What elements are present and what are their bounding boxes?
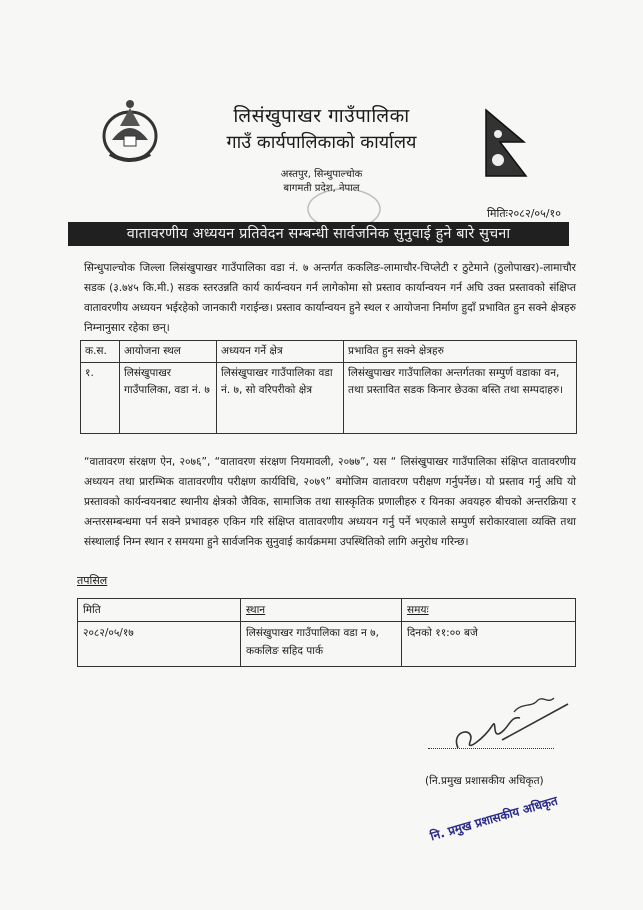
col-project-site: आयोजना स्थल	[120, 341, 217, 363]
table-header-row	[81, 341, 577, 363]
officer-stamp	[418, 793, 568, 866]
address-line-1: अस्तपुर, सिन्धुपाल्चोक	[280, 169, 363, 180]
table-row	[78, 622, 576, 667]
body-paragraph: “वातावरण संरक्षण ऐन, २०७६”, “वातावरण संरक्षण नियमावली, २०७७”, यस “ लिसंखुपाखर गाउँपालिका संक्षिप्त वातावरणीय अध्ययन तथा प्रारम्भिक वातावरणीय परीक्षण कार्यविधि, २०७९” बमोजिम वातावरण परीक्षण गर्नुपर्नेछ। यो प्रस्ताव गर्नु अघि यो प्रस्तावको कार्यन्वयनबाट स्थानीय क्षेत्रको जैविक, सामाजिक तथा सास्कृतिक प्रणालीहरु र यिनका अवयहरु बीचको अन्तरक्रिया र अन्तरसम्बन्धमा पर्न सक्ने प्रभावहरु एकिन गरि संक्षिप्त वातावरणीय अध्ययन गर्नु पर्ने भएकाले सम्पुर्ण सरोकारवाला व्यक्ति तथा संस्थालाई निम्न स्थान र समयमा हुने सार्वजनिक सुनुवाई कार्यक्रममा उपस्थितिको लागि अनुरोध गरिन्छ।	[84, 456, 576, 548]
cell-project-site: लिसंखुपाखर गाउँपालिका, वडा नं. ७	[120, 363, 217, 434]
hearing-schedule-table	[77, 598, 576, 667]
cell-time: दिनको ११:०० बजे	[402, 622, 576, 667]
col-affected-areas: प्रभावित हुन सक्ने क्षेत्रहरु	[344, 341, 577, 363]
col-serial: क.स.	[81, 341, 120, 363]
table-header-row	[78, 599, 576, 622]
signature-line	[428, 748, 554, 749]
notice-title-banner: वातावरणीय अध्ययन प्रतिवेदन सम्बन्धी सार्वजनिक सुनुवाई हुने बारे सुचना	[68, 222, 569, 246]
nepal-flag-icon	[484, 108, 530, 178]
cell-venue: लिसंखुपाखर गाउँपालिका वडा न ७, ककलिङ सहिद पार्क	[241, 622, 402, 667]
municipality-name: लिसंखुपाखर गाउँपालिका	[233, 105, 410, 127]
intro-paragraph: सिन्धुपाल्चोक जिल्ला लिसंखुपाखर गाउँपालिका वडा नं. ७ अन्तर्गत ककलिङ-लामाचौर-चिप्लेटी र ठुटेमाने (ठुलोपाखर)-लामाचौर सडक (३.७४५ कि.मी.) सडक स्तरउन्नति कार्य कार्यन्वयन गर्न लागेकोमा सो प्रस्ताव कार्यान्वयन गर्न अघि उक्त प्रस्तावको संक्षिप्त वातावरणीय अध्ययन भईरहेको जानकारी गराईन्छ। प्रस्ताव कार्यान्वयन हुने स्थल र आयोजना निर्माण हुदाँ प्रभावित हुन सक्ने क्षेत्रहरु निम्नानुसार रहेका छन्।	[84, 262, 576, 334]
officer-title: (नि.प्रमुख प्रशासकीय अधिकृत)	[425, 775, 544, 787]
stamp-text: नि. प्रमुख प्रशासकीय अधिकृत	[428, 793, 560, 844]
col-date: मिति	[78, 599, 241, 622]
col-time: समयः	[402, 599, 576, 622]
cell-serial: १.	[81, 363, 120, 434]
col-venue: स्थान	[241, 599, 402, 622]
cell-date: २०८२/०५/१७	[78, 622, 241, 667]
col-study-area: अध्ययन गर्ने क्षेत्र	[217, 341, 344, 363]
office-name: गाउँ कार्यपालिकाको कार्यालय	[226, 132, 417, 153]
project-sites-table	[80, 340, 577, 434]
address-line-2: बागमती प्रदेश, नेपाल	[283, 183, 360, 194]
table-row	[81, 363, 577, 434]
cell-affected-areas: लिसंखुपाखर गाउँपालिका अन्तर्गतका सम्पुर्ण वडाका वन, तथा प्रस्तावित सडक किनार छेउका बस्ति तथा सम्पदाहरु।	[344, 363, 577, 434]
notice-date: मितिः२०८२/०५/१०	[487, 207, 561, 220]
handwritten-signature	[440, 686, 570, 766]
schedule-label: तपसिल	[77, 574, 108, 587]
cell-study-area: लिसंखुपाखर गाउँपालिका वडा नं. ७, सो वरिपरीको क्षेत्र	[217, 363, 344, 434]
